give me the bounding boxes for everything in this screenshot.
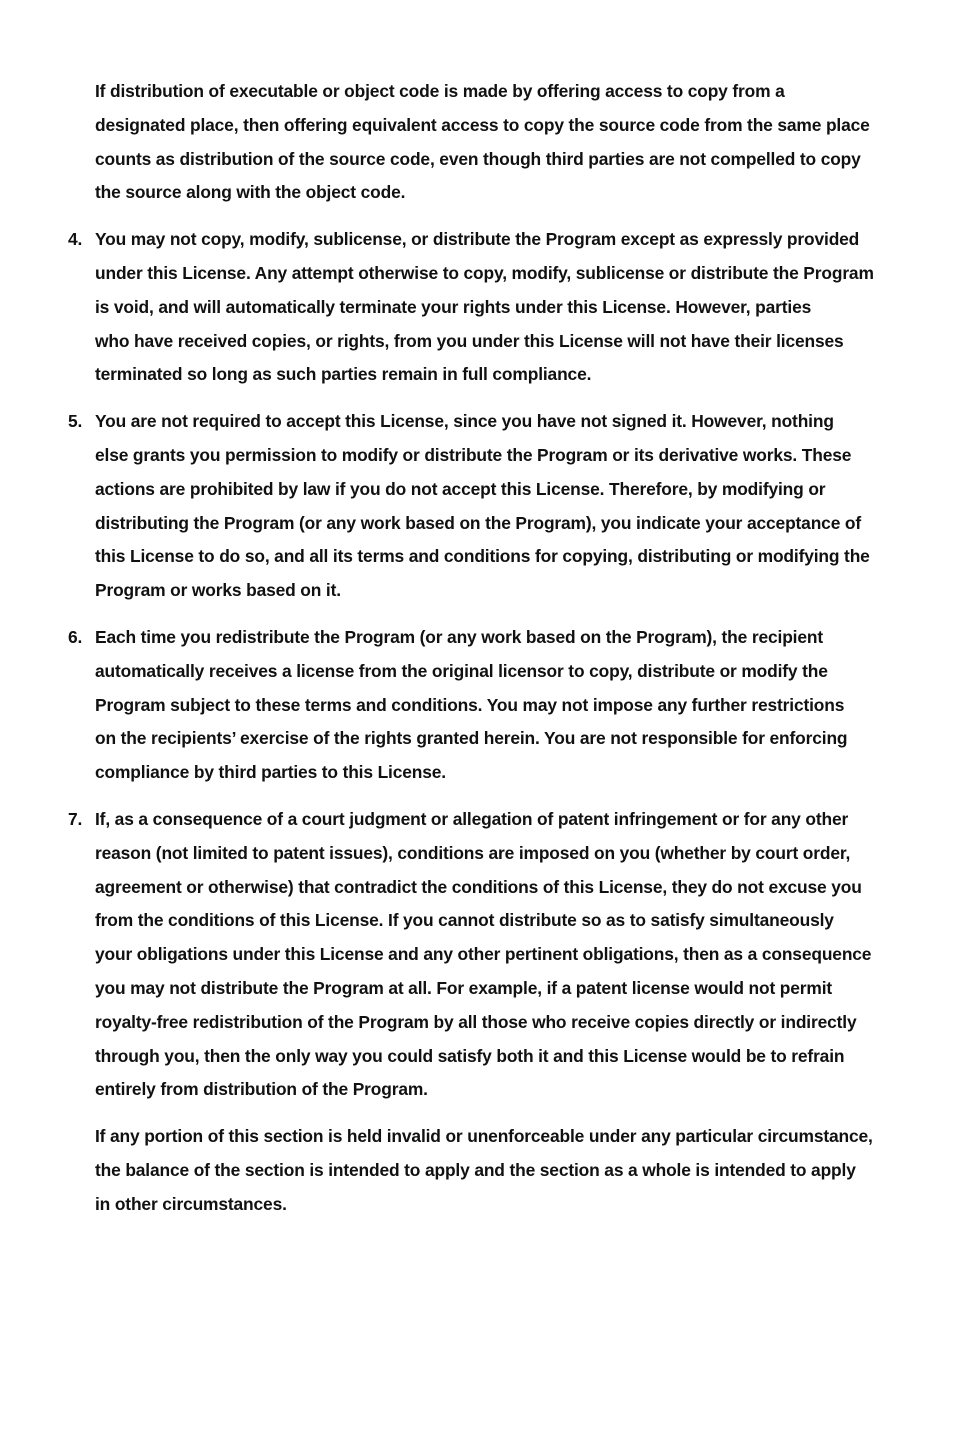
list-item-6 [0, 621, 954, 790]
item-number: 6. [68, 626, 83, 647]
item-number: 4. [68, 229, 83, 250]
license-text [0, 75, 954, 1222]
item-text: You may not copy, modify, sublicense, or distribute the Program except as expressly provided under this License. Any attempt otherwise to copy, modify, sublicense or distribute the Program is void, and will automatically terminate your rights under this License. However, parties who have received copies, or rights, from you under this License will not have their licenses terminated so long as such parties remain in full compliance. [95, 229, 874, 385]
item-number: 7. [68, 808, 83, 829]
item-number: 5. [68, 411, 83, 432]
item-text: You are not required to accept this License, since you have not signed it. However, nothing else grants you permission to modify or distribute the Program or its derivative works. These actions are prohibited by law if you do not accept this License. Therefore, by modifying or distributing the Program (or any work based on the Program), you indicate your acceptance of this License to do so, and all its terms and conditions for copying, distributing or modifying the Program or works based on it. [95, 411, 870, 601]
list-item-4 [0, 223, 954, 392]
item-followup-paragraph: If any portion of this section is held invalid or unenforceable under any particular circumstance, the balance of the section is intended to apply and the section as a whole is intended to apply in other circumstances. [95, 1126, 873, 1214]
intro-paragraph: If distribution of executable or object code is made by offering access to copy from a designated place, then offering equivalent access to copy the source code from the same place counts as distribution of the source code, even though third parties are not compelled to copy the source along with the object code. [95, 81, 870, 203]
item-text: Each time you redistribute the Program (or any work based on the Program), the recipient automatically receives a license from the original licensor to copy, distribute or modify the Program subject to these terms and conditions. You may not impose any further restrictions on the recipients’ exercise of the rights granted herein. You are not responsible for enforcing compliance by third parties to this License. [95, 626, 848, 783]
list-item-7 [0, 803, 954, 1222]
list-item-5 [0, 405, 954, 608]
item-text: If, as a consequence of a court judgment or allegation of patent infringement or for any other reason (not limited to patent issues), conditions are imposed on you (whether by court order, agreement or otherwise) that contradict the conditions of this License, they do not excuse you from the conditions of this License. If you cannot distribute so as to satisfy simultaneously your obligations under this License and any other pertinent obligations, then as a consequence you may not distribute the Program at all. For example, if a patent license would not permit royalty-free redistribution of the Program by all those who receive copies directly or indirectly through you, then the only way you could satisfy both it and this License would be to refrain entirely from distribution of the Program. [95, 808, 872, 1100]
